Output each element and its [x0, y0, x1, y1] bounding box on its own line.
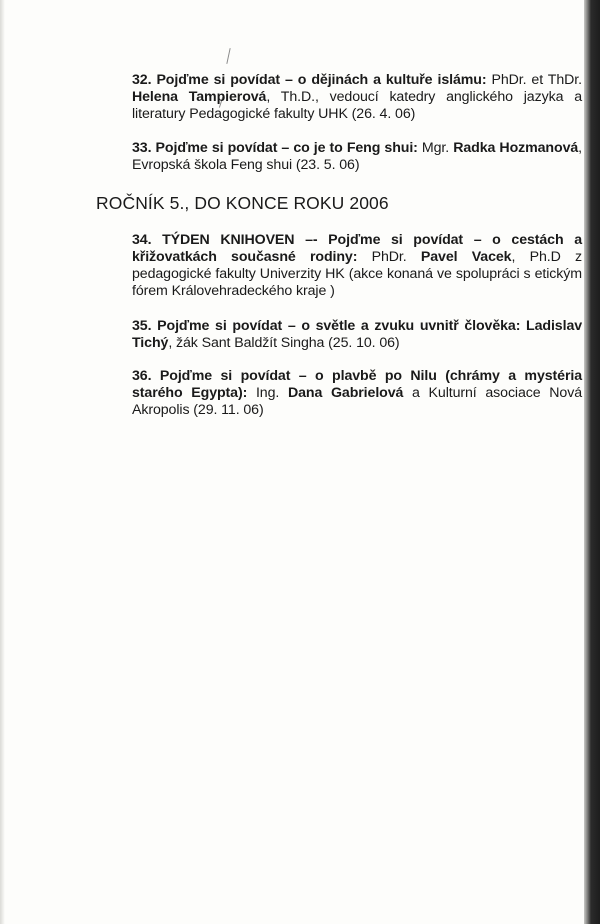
entry-32 — [132, 72, 582, 123]
entry-speaker: Dana Gabrielová — [287, 385, 404, 401]
entry-title: Pojďme si povídat – co je to Feng shui: — [155, 140, 418, 156]
entry-text: a Kulturní asociace Nová Akropolis (29. 11. 06) — [132, 385, 583, 418]
book-spine-edge — [584, 0, 600, 924]
entry-number: 33. — [132, 140, 152, 156]
entry-text: PhDr. — [357, 249, 421, 265]
entry-title: Pojďme si povídat – o světle a zvuku uvnitř člověka: — [157, 318, 521, 334]
entry-text: , Ph.D z pedagogické fakulty Univerzity HK (akce konaná ve spolupráci s etickým fórem Královehradeckého kraje ) — [132, 249, 582, 299]
entry-text: PhDr. et ThDr. — [486, 72, 582, 88]
entry-35 — [132, 318, 582, 352]
entry-text: , Th.D., vedoucí katedry anglického jazyka a literatury Pedagogické fakulty UHK (26. 4. 06) — [132, 89, 582, 122]
entry-text: Mgr. — [417, 140, 454, 156]
entry-title: TÝDEN KNIHOVEN –- Pojďme si povídat – o cestách a křižovatkách současné rodiny: — [132, 232, 582, 265]
entry-number: 34. — [132, 232, 152, 248]
entry-34 — [132, 232, 582, 300]
entry-text: , Evropská škola Feng shui (23. 5. 06) — [132, 140, 582, 173]
entry-speaker: Helena Tampierová — [132, 89, 267, 105]
pen-mark — [226, 48, 230, 64]
entry-36 — [132, 368, 582, 419]
entry-number: 36. — [132, 368, 152, 384]
entry-33 — [132, 140, 582, 174]
entry-speaker: Ladislav Tichý — [132, 318, 583, 351]
entry-speaker: Pavel Vacek — [420, 249, 512, 265]
entry-number: 32. — [132, 72, 152, 88]
page-left-edge — [0, 0, 5, 924]
entry-speaker: Radka Hozmanová — [453, 140, 579, 156]
section-heading: ROČNÍK 5., DO KONCE ROKU 2006 — [96, 193, 389, 213]
entry-title: Pojďme si povídat – o plavbě po Nilu (chrámy a mystéria starého Egypta): — [132, 368, 582, 401]
entry-title: Pojďme si povídat – o dějinách a kultuře islámu: — [156, 72, 487, 88]
entry-text: , žák Sant Baldžít Singha (25. 10. 06) — [168, 335, 400, 351]
entry-number: 35. — [132, 318, 152, 334]
entry-text: Ing. — [247, 385, 288, 401]
